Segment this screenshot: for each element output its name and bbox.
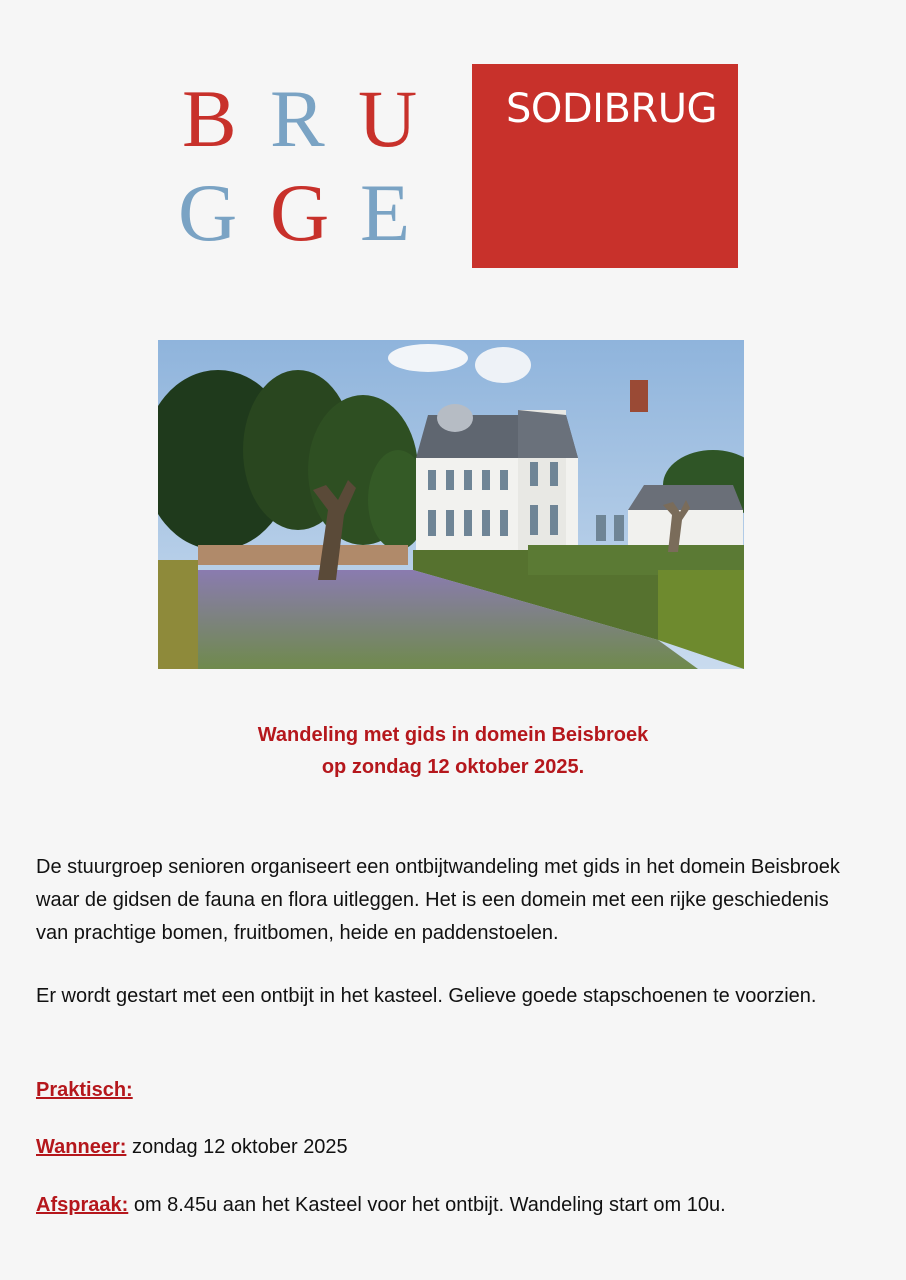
practical-label: Praktisch: [36, 1079, 133, 1101]
when-label: Wanneer: [36, 1136, 127, 1158]
meeting-label: Afspraak: [36, 1194, 129, 1216]
brugge-letter: U [358, 73, 418, 164]
brugge-letter: R [270, 73, 325, 164]
brugge-letter: E [360, 167, 411, 258]
brugge-letter: B [182, 73, 237, 164]
intro-paragraph: De stuurgroep senioren organiseert een ontbijtwandeling met gids in het domein Beisbroek waar de gidsen de fauna en flora uitleggen. Het is een domein met een rijke geschiedenis van prachtige bomen, fruitbomen, heide en paddenstoelen. [36, 856, 840, 944]
event-title-line2: op zondag 12 oktober 2025. [321, 756, 585, 778]
brugge-letter: G [178, 167, 238, 258]
breakfast-paragraph: Er wordt gestart met een ontbijt in het kasteel. Gelieve goede stapschoenen te voorzien. [36, 985, 817, 1007]
brugge-logo [178, 73, 428, 258]
when-line [36, 1132, 348, 1162]
meeting-line [36, 1190, 726, 1220]
brugge-letter: G [270, 167, 330, 258]
practical-heading [36, 1075, 133, 1105]
when-value: zondag 12 oktober 2025 [126, 1136, 348, 1158]
sodibrug-logo [472, 64, 738, 268]
sodibrug-logo-text: SODIBRUG [506, 86, 717, 132]
castle-photo [158, 340, 744, 669]
meeting-value: om 8.45u aan het Kasteel voor het ontbijt. Wandeling start om 10u. [128, 1194, 726, 1216]
event-title [0, 719, 906, 783]
event-title-line1: Wandeling met gids in domein Beisbroek [257, 724, 649, 746]
